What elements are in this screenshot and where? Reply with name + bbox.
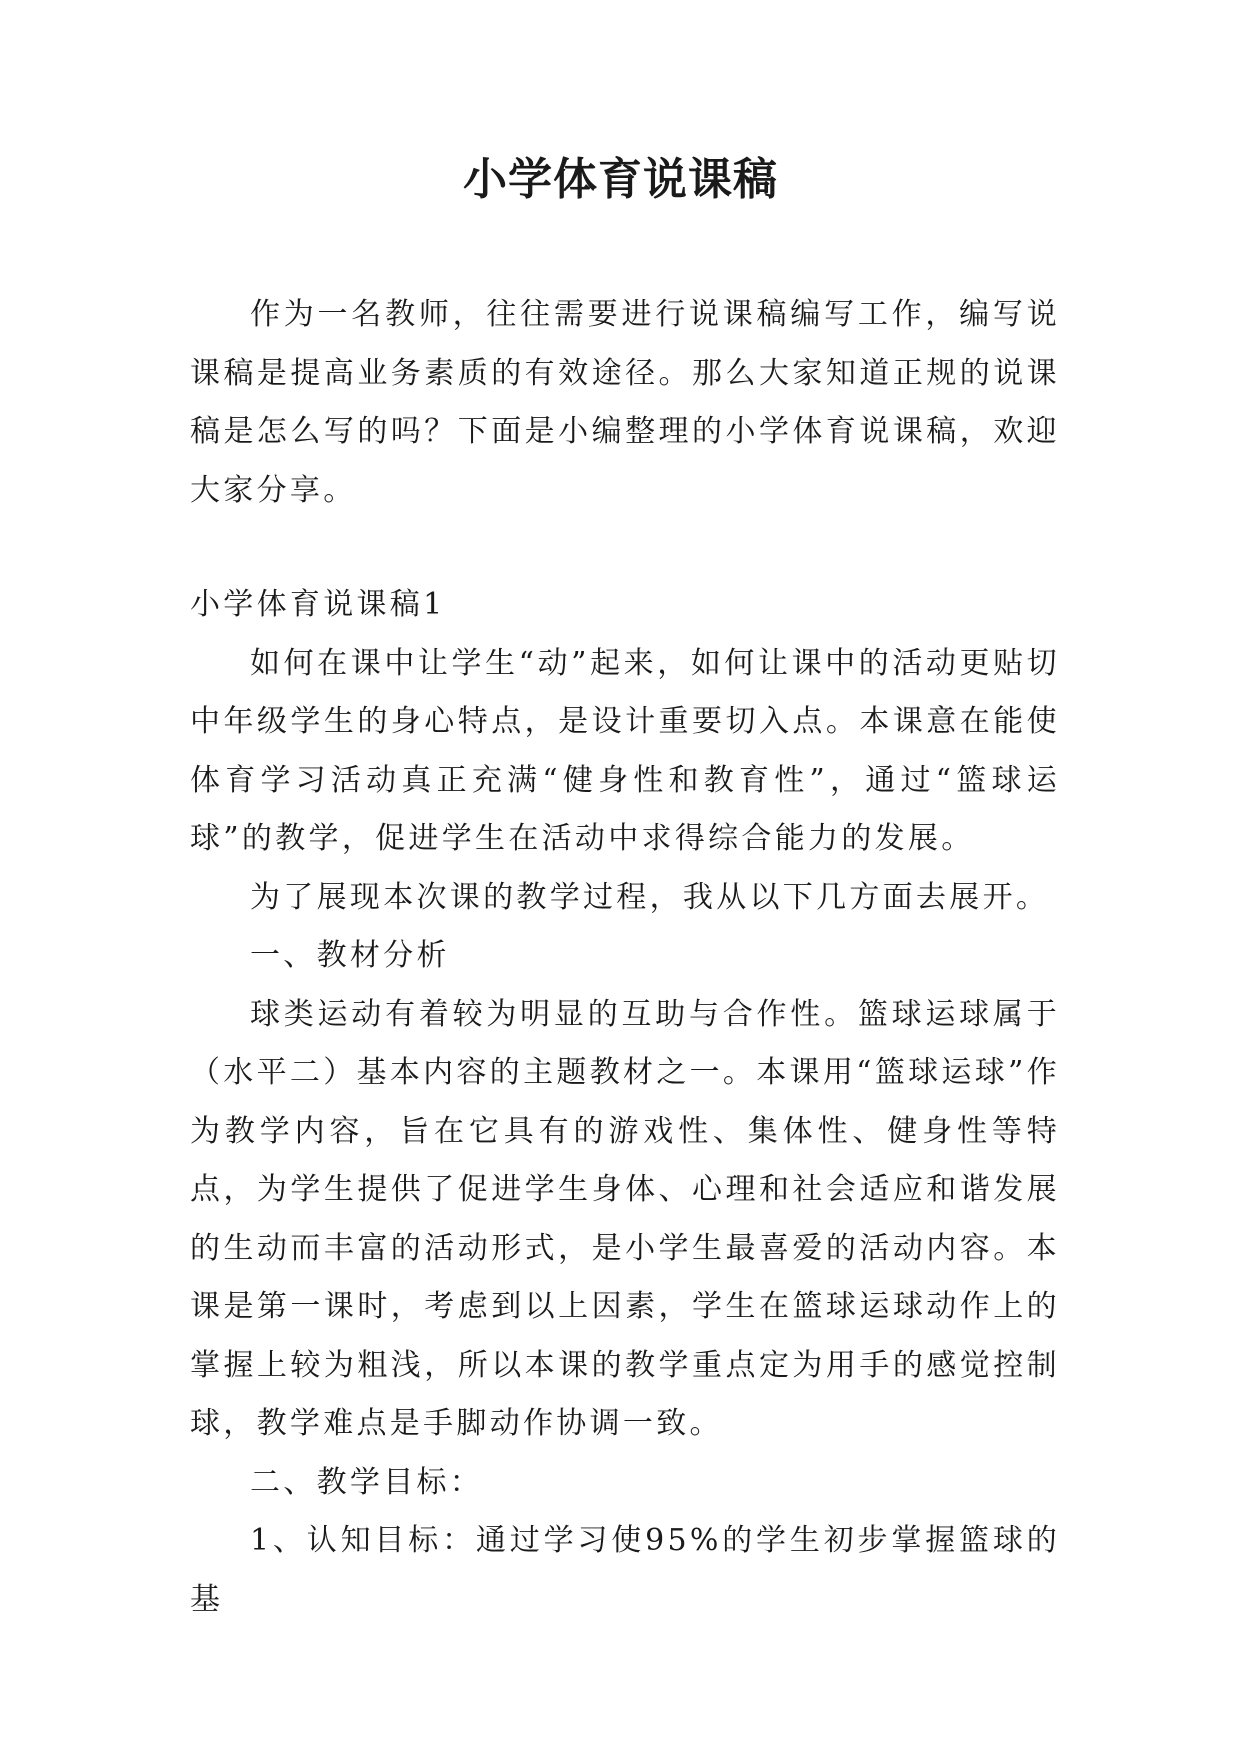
- section-heading: 小学体育说课稿1: [190, 587, 446, 622]
- document-body: [190, 286, 1060, 1629]
- section-gap: [190, 520, 1060, 576]
- paragraph: 如何在课中让学生“动”起来，如何让课中的活动更贴切中年级学生的身心特点，是设计重要切入点。本课意在能使体育学习活动真正充满“健身性和教育性”，通过“篮球运球”的教学，促进学生在活动中求得综合能力的发展。: [190, 645, 1060, 856]
- document-title: 小学体育说课稿: [463, 154, 778, 205]
- paragraph: 球类运动有着较为明显的互助与合作性。篮球运球属于（水平二）基本内容的主题教材之一。本课用“篮球运球”作为教学内容，旨在它具有的游戏性、集体性、健身性等特点，为学生提供了促进学生身体、心理和社会适应和谐发展的生动而丰富的活动形式，是小学生最喜爱的活动内容。本课是第一课时，考虑到以上因素，学生在篮球运球动作上的掌握上较为粗浅，所以本课的教学重点定为用手的感觉控制球，教学难点是手脚动作协调一致。: [190, 996, 1060, 1441]
- intro-paragraph: 作为一名教师，往往需要进行说课稿编写工作，编写说课稿是提高业务素质的有效途径。那么大家知道正规的说课稿是怎么写的吗？下面是小编整理的小学体育说课稿，欢迎大家分享。: [190, 297, 1060, 508]
- subsection-heading: 二、教学目标：: [250, 1464, 484, 1500]
- paragraph: 为了展现本次课的教学过程，我从以下几方面去展开。: [250, 879, 1050, 915]
- subsection-heading: 一、教材分析: [250, 938, 450, 973]
- paragraph: 1、认知目标：通过学习使95%的学生初步掌握篮球的基: [190, 1523, 1060, 1617]
